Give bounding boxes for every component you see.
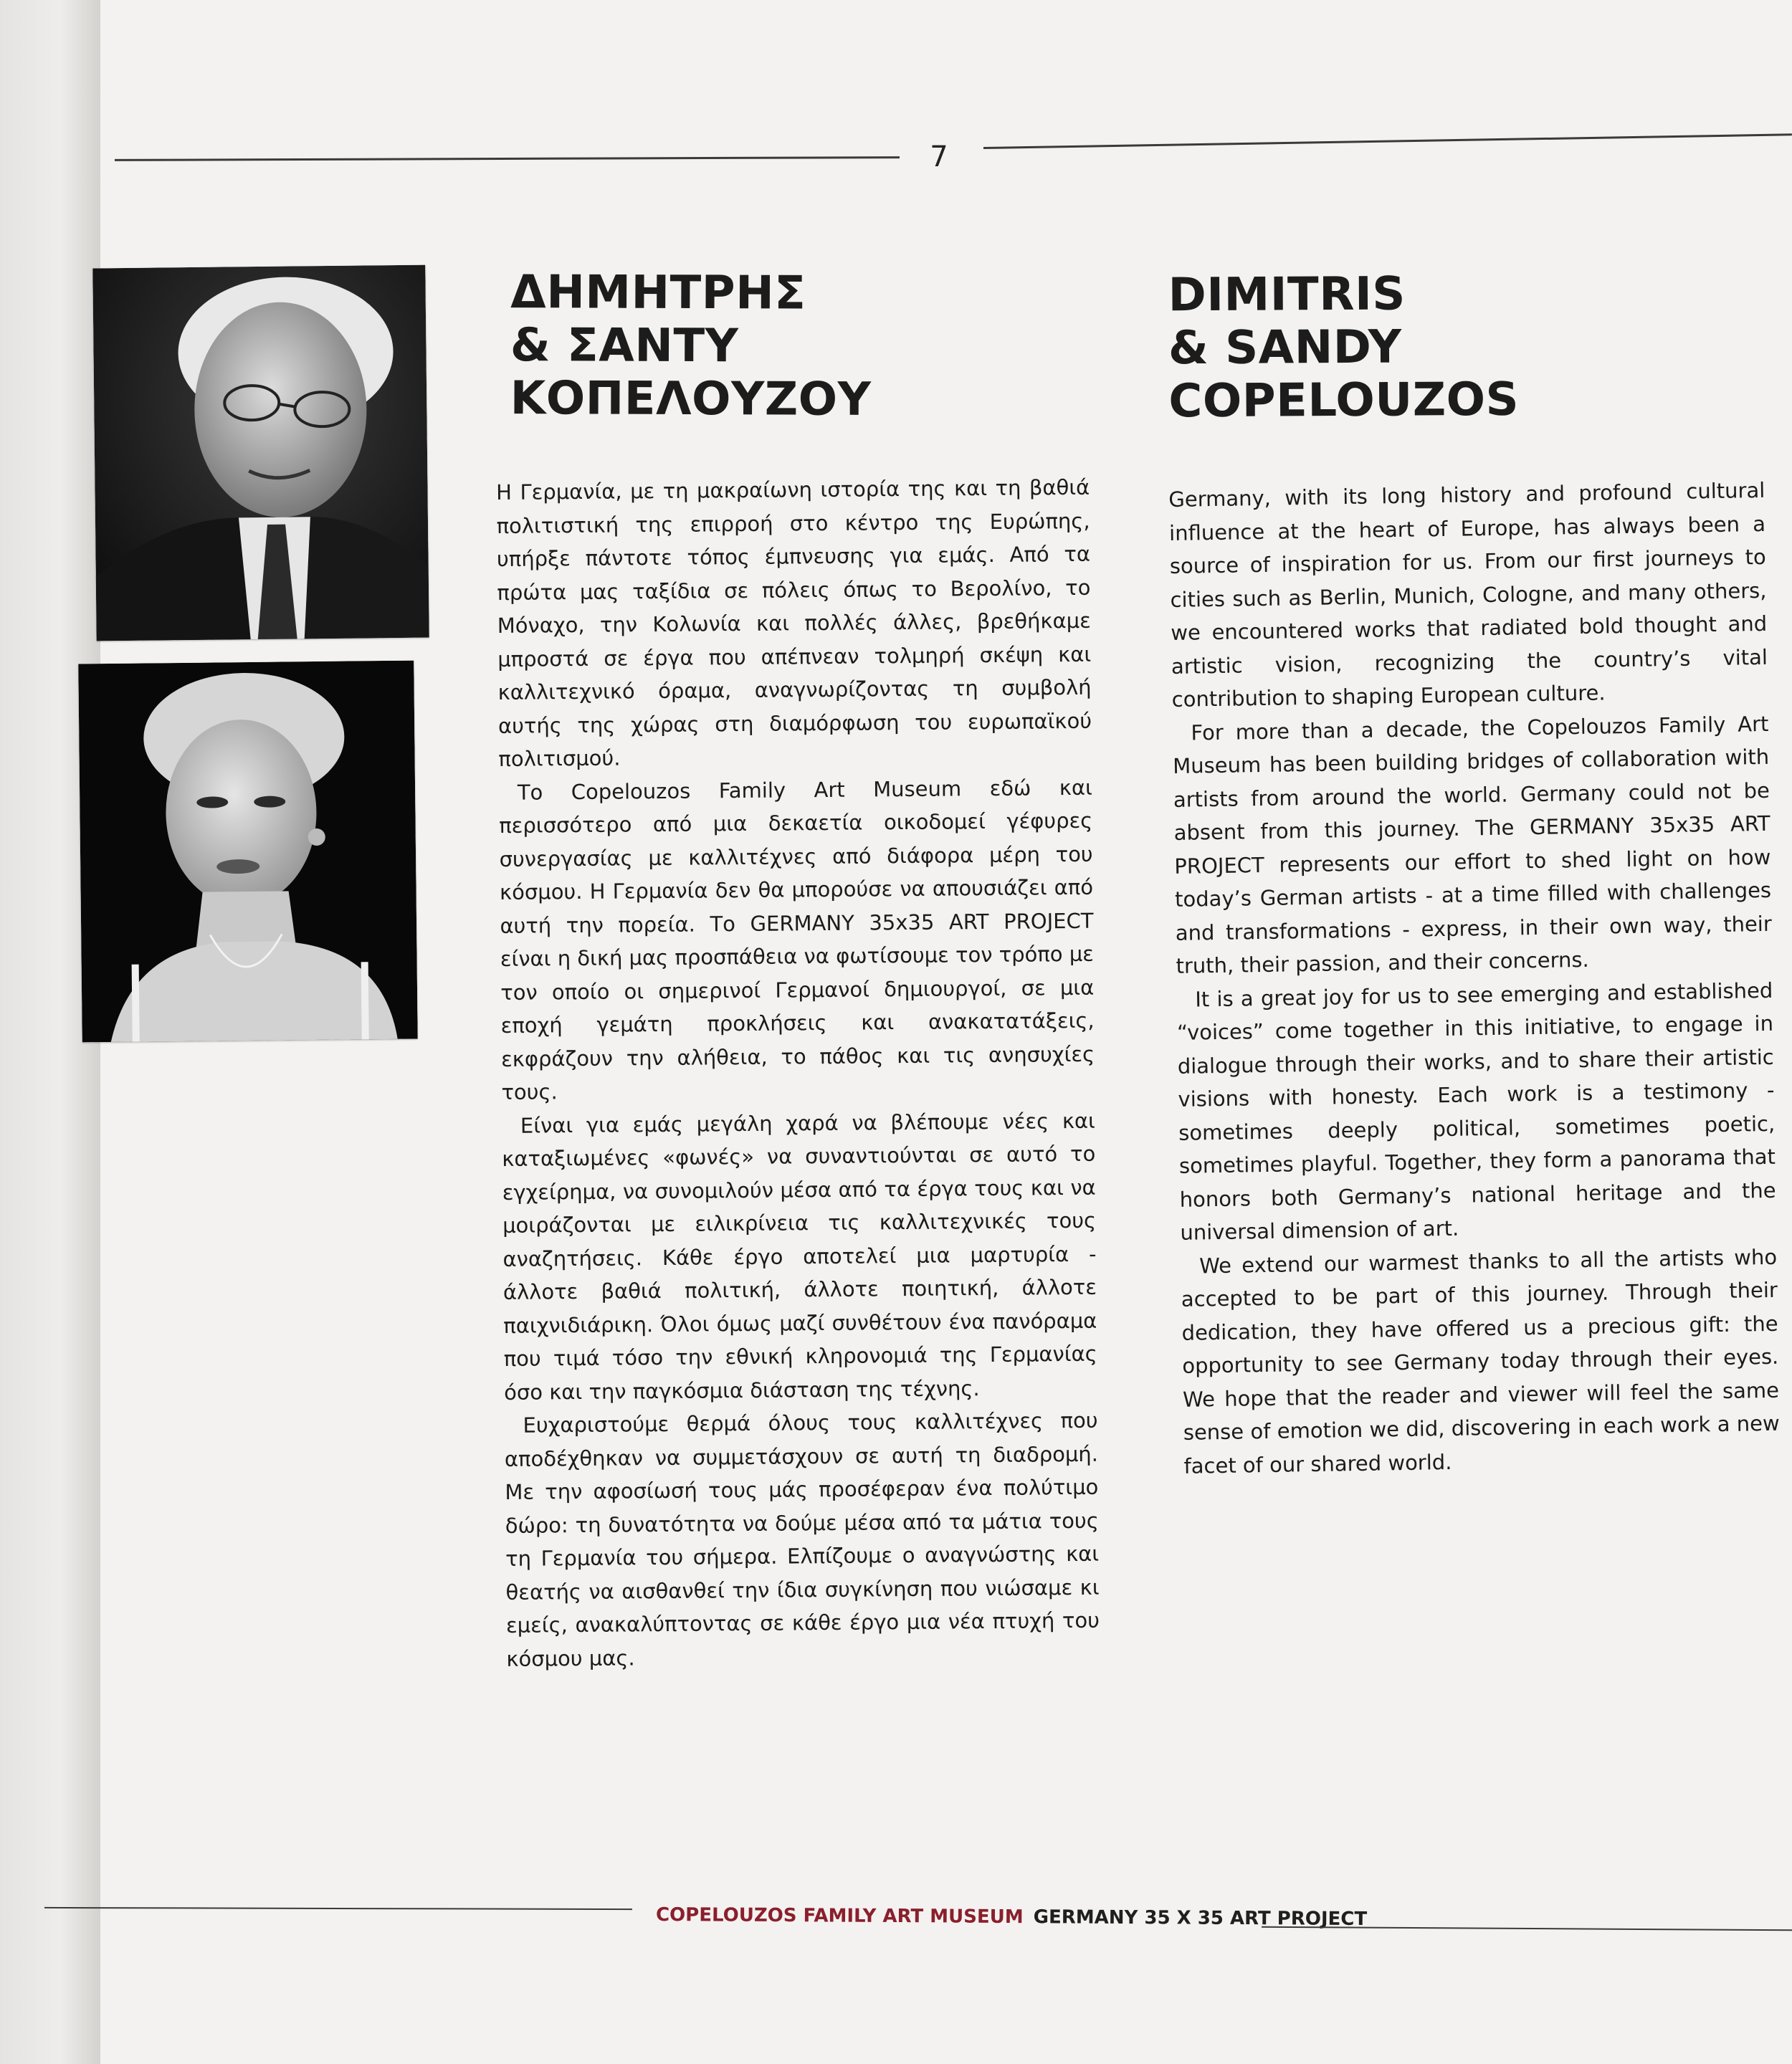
english-paragraph: It is a great joy for us to see emerging and established “voices” come together in this initiative, to engage in dialogue through their works, and to share their artistic visions with honesty. Each work is a testimony - sometimes deeply political, sometimes poetic, sometimes playful. Together, they form a panorama that honors both Germany’s national heritage and the universal dimension of art. bbox=[1176, 978, 1776, 1245]
greek-heading-line: ΔΗΜΗΤΡΗΣ bbox=[510, 266, 806, 320]
footer-project-name: GERMANY 35 X 35 ART PROJECT bbox=[1033, 1906, 1368, 1931]
greek-body bbox=[496, 471, 1100, 1676]
page-number: 7 bbox=[930, 140, 948, 173]
greek-paragraph: Είναι για εμάς μεγάλη χαρά να βλέπουμε νέες και καταξιωμένες «φωνές» να συναντιούνται σε αυτό το εγχείρημα, να συνομιλούν μέσα από τα έργα τους και να μοιράζονται με ειλικρίνεια τις καλλιτεχνικές τους αναζητήσεις. Κάθε έργο αποτελεί μια μαρτυρία - άλλοτε βαθιά πολιτική, άλλοτε ποιητική, άλλοτε παιχνιδιάρικη. Όλοι όμως μαζί συνθέτουν ένα πανόραμα που τιμά τόσο την εθνική κληρονομιά της Γερμανίας όσο και την παγκόσμια διάσταση της τέχνης. bbox=[502, 1108, 1097, 1405]
english-heading-line: DIMITRIS bbox=[1168, 267, 1406, 322]
portrait-sandy bbox=[78, 661, 418, 1043]
greek-heading-line: ΚΟΠΕΛΟΥΖΟΥ bbox=[510, 372, 872, 426]
english-heading-line: COPELOUZOS bbox=[1168, 373, 1520, 429]
greek-heading bbox=[510, 266, 872, 426]
english-body bbox=[1168, 474, 1781, 1483]
english-heading-line: & SANDY bbox=[1168, 320, 1402, 376]
english-paragraph: For more than a decade, the Copelouzos Family Art Museum has been building bridges of collaboration with artists from around the world. Germany could not be absent from this journey. The GERMANY 35x35 ART PROJECT represents our effort to shed light on how today’s German artists - at a time filled with challenges and transformations - express, in their own way, their truth, their passion, and their concerns. bbox=[1172, 711, 1773, 978]
english-paragraph: Germany, with its long history and profound cultural influence at the heart of Europe, has always been a source of inspiration for us. From our first journeys to cities such as Berlin, Munich, Cologne, and many others, we encountered works that radiated bold thought and artistic vision, recognizing the country’s vital contribution to shaping European culture. bbox=[1168, 477, 1768, 712]
greek-paragraph: Η Γερμανία, με τη μακραίωνη ιστορία της και τη βαθιά πολιτιστική της επιρροή στο κέντρο της Ευρώπης, υπήρξε πάντοτε τόπος έμπνευσης για εμάς. Από τα πρώτα μας ταξίδια σε πόλεις όπως το Βερολίνο, το Μόναχο, την Κολωνία και πολλές άλλες, βρεθήκαμε μπροστά σε έργα που απέπνεαν τολμηρή σκέψη και καλλιτεχνικό όραμα, αναγνωρίζοντας τη συμβολή αυτής της χώρας στη διαμόρφωση του ευρωπαϊκού πολιτισμού. bbox=[496, 474, 1092, 771]
portrait-dimitris bbox=[92, 265, 429, 641]
greek-paragraph: Ευχαριστούμε θερμά όλους τους καλλιτέχνες που αποδέχθηκαν να συμμετάσχουν σε αυτή τη διαδρομή. Με την αφοσίωσή τους μάς προσέφεραν ένα πολύτιμο δώρο: τη δυνατότητα να δούμε μέσα από τα μάτια τους τη Γερμανία του σήμερα. Ελπίζουμε ο αναγνώστης και θεατής να αισθανθεί την ίδια συγκίνηση που νιώσαμε κι εμείς, ανακαλύπτοντας σε κάθε έργο μια νέα πτυχή του κόσμου μας. bbox=[504, 1408, 1100, 1671]
footer-museum-name: COPELOUZOS FAMILY ART MUSEUM bbox=[655, 1903, 1024, 1929]
footer bbox=[656, 1904, 1367, 1930]
english-heading bbox=[1168, 267, 1519, 429]
greek-heading-line: & ΣΑΝΤΥ bbox=[510, 319, 739, 373]
english-paragraph: We extend our warmest thanks to all the artists who accepted to be part of this journey. Through their dedication, they have offered us a precious gift: the opportunity to see Germany today through their eyes. We hope that the reader and viewer will feel the same sense of emotion we did, discovering in each work a new facet of our shared world. bbox=[1181, 1244, 1780, 1478]
greek-paragraph: Το Copelouzos Family Art Museum εδώ και περισσότερο από μια δεκαετία οικοδομεί γέφυρες συνεργασίας με καλλιτέχνες από διάφορα μέρη του κόσμου. Η Γερμανία δεν θα μπορούσε να απουσιάζει από αυτή την πορεία. Το GERMANY 35x35 ART PROJECT είναι η δική μας προσπάθεια να φωτίσουμε τον τρόπο με τον οποίο οι σημερινοί Γερμανοί δημιουργοί, σε μια εποχή γεμάτη προκλήσεις και ανακατατάξεις, εκφράζουν την αλήθεια, το πάθος και τις ανησυχίες τους. bbox=[499, 775, 1095, 1104]
